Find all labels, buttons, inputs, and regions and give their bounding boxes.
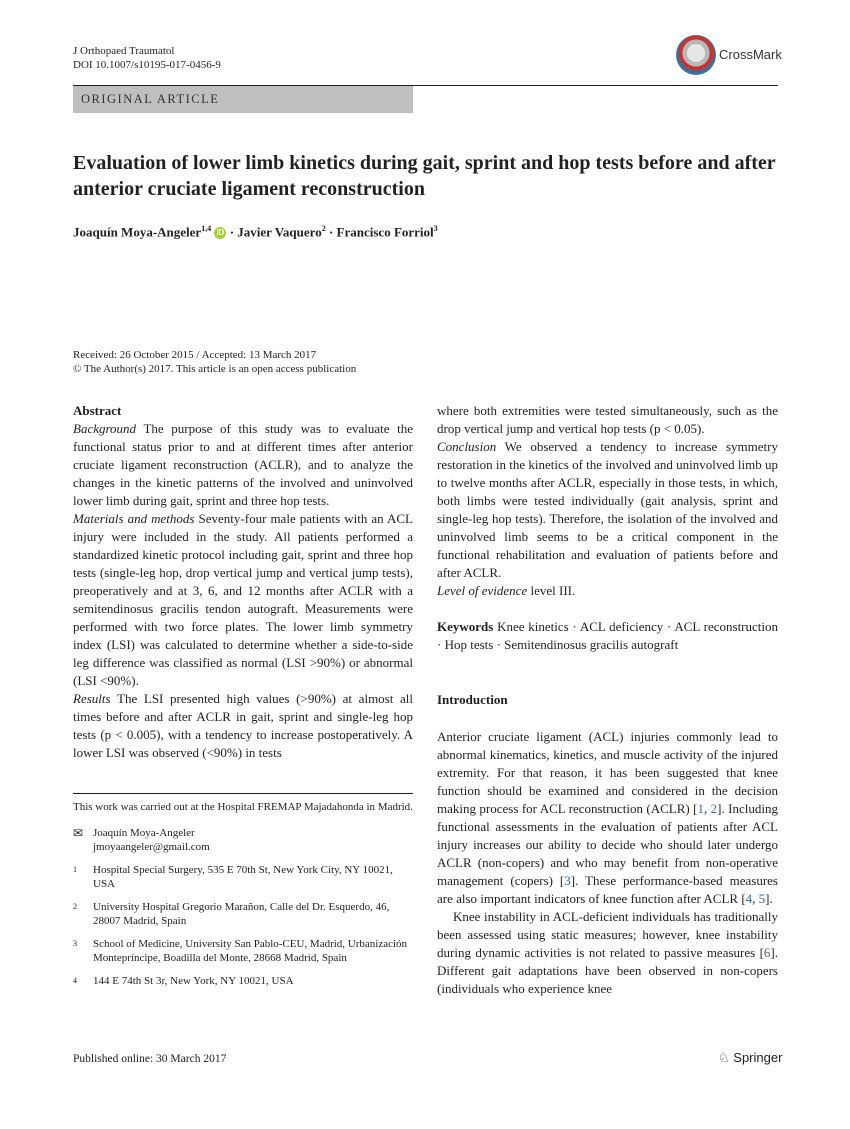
affiliation-number: 3: [73, 939, 77, 948]
author-list: [73, 224, 778, 240]
author-affiliation: 2: [321, 224, 326, 233]
affiliation-text: University Hospital Gregorio Marañon, Calle del Dr. Esquerdo, 46, 28007 Madrid, Spain: [93, 901, 390, 927]
abstract-evidence: [437, 582, 778, 600]
citation-link[interactable]: 1: [697, 801, 704, 816]
doi[interactable]: DOI 10.1007/s10195-017-0456-9: [73, 59, 221, 71]
affiliation: [73, 900, 413, 928]
corr-name: Joaquín Moya-Angeler: [93, 827, 195, 839]
affiliation: [73, 937, 413, 965]
corresponding-author: [73, 826, 413, 854]
abstract-conclusion: [437, 438, 778, 582]
intro-text: ].: [765, 891, 773, 906]
article-dates: [73, 348, 473, 376]
conclusion-text: We observed a tendency to increase symmetry restoration in the kinetics of the involved and uninvolved limb up to twelve months after ACLR, especially in those tests, in which, both limbs were tested individually (gait analysis, sprint and single-leg hop tests). Therefore, the isolation of the involved and uninvolved limb seems to be a critical component in the functional rehabilitation and evaluation of patients before and after ACLR.: [437, 439, 778, 580]
author-separator: ·: [226, 224, 238, 240]
affiliation-text: School of Medicine, University San Pablo-CEU, Madrid, Urbanización Montepríncipe, Boadilla del Monte, 28668 Madrid, Spain: [93, 938, 408, 964]
license-note: © The Author(s) 2017. This article is an open access publication: [73, 363, 357, 375]
journal-header: [73, 44, 221, 72]
affiliation-text: Hospital Special Surgery, 535 E 70th St, New York City, NY 10021, USA: [93, 864, 393, 890]
citation-link[interactable]: 3: [564, 873, 571, 888]
background-text: The purpose of this study was to evaluate the functional status prior to and at different times after anterior cruciate ligament reconstruction (ACLR), and to analyze the changes in the kinetic patterns of the involved and uninvolved lower limb during gait, sprint and three hop tests.: [73, 421, 414, 508]
orcid-icon[interactable]: iD: [216, 228, 225, 238]
abstract-results: [73, 690, 413, 762]
right-column: [437, 402, 778, 998]
evidence-label: Level of evidence: [437, 583, 528, 598]
keywords: [437, 618, 778, 654]
conclusion-label: Conclusion: [437, 439, 497, 454]
work-note: This work was carried out at the Hospital FREMAP Majadahonda in Madrid.: [73, 801, 413, 813]
intro-text: Anterior cruciate ligament (ACL) injuries commonly lead to abnormal kinematics, kinetics, and muscle activity of the injured extremity. For that reason, it has been suggested that knee function should be examined and considered in the decision making process for ACL reconstruction (ACLR) [: [437, 729, 778, 816]
footnote-rule: [73, 793, 413, 794]
abstract-methods: [73, 510, 413, 690]
introduction-heading: Introduction: [437, 692, 508, 707]
published-date: Published online: 30 March 2017: [73, 1053, 227, 1065]
abstract-results-cont: where both extremities were tested simultaneously, such as the drop vertical jump and vertical hop tests (p < 0.05).: [437, 403, 778, 436]
corr-email[interactable]: jmoyaangeler@gmail.com: [93, 841, 210, 853]
author-affiliation: 3: [433, 224, 438, 233]
results-label: Results: [73, 691, 111, 706]
affiliation-number: 1: [73, 865, 77, 874]
footnotes: [73, 800, 413, 988]
intro-text: ]. Different gait adaptations have been observed in non-copers (individuals who experience knee: [437, 945, 778, 996]
keywords-label: Keywords: [437, 619, 494, 634]
intro-text: Knee instability in ACL-deficient individuals has traditionally been assessed using static measures; however, knee instability during dynamic activities is not related to passive measures [: [437, 909, 778, 960]
affiliation: [73, 974, 413, 988]
author-name[interactable]: Francisco Forriol: [336, 224, 434, 240]
envelope-icon: ✉: [73, 826, 84, 840]
methods-text: Seventy-four male patients with an ACL injury were included in the study. All patients performed a standardized kinetic protocol including gait, sprint and three hop tests (single-leg hop, drop vertical jump and vertical jump tests), preoperatively and at 3, 6, and 12 months after ACLR with a semitendinosus gracilis tendon autograft. Measurements were performed with two force plates. The lower limb symmetry index (LSI) was calculated to determine whether a side-to-side leg difference was classified as normal (LSI >90%) or abnormal (LSI <90%).: [73, 511, 413, 688]
results-text: The LSI presented high values (>90%) at almost all times before and after ACLR in gait, sprint and single-leg hop tests (p < 0.005), with a tendency to increase postoperatively. A lower LSI was observed (<90%) in tests: [73, 691, 414, 760]
crossmark-icon: [676, 35, 716, 75]
article-type-banner: [73, 86, 413, 113]
crossmark-badge[interactable]: [676, 35, 782, 75]
keywords-text: Knee kinetics · ACL deficiency · ACL reconstruction · Hop tests · Semitendinosus gracilis autograft: [437, 619, 779, 652]
citation-link[interactable]: 5: [758, 891, 766, 906]
intro-paragraph: Anterior cruciate ligament (ACL) injuries commonly lead to abnormal kinematics, kinetics, and muscle activity of the injured extremity. For that reason, it has been suggested that knee function should be examined and considered in the decision making process for ACL reconstruction (ACLR) [1, 2]. Including functional assessments in the evaluation of patients after ACL injury increases our ability to decide who should later undergo ACLR (non-copers) and who may benefit from non-operative management (copers) [3]. These performance-based measures are also important indicators of knee function after ACLR [4, 5].: [437, 729, 778, 906]
affiliation-number: 2: [73, 902, 77, 911]
article-type: ORIGINAL ARTICLE: [81, 92, 220, 106]
publisher-name: Springer: [733, 1050, 783, 1065]
intro-paragraph: [437, 908, 778, 998]
evidence-text: level III.: [530, 583, 576, 598]
publisher-logo[interactable]: [718, 1050, 782, 1066]
citation-link[interactable]: 4: [745, 891, 753, 906]
abstract-heading: Abstract: [73, 403, 122, 418]
author-name[interactable]: Javier Vaquero: [237, 224, 322, 240]
affiliation: [73, 863, 413, 891]
methods-label: Materials and methods: [73, 511, 195, 526]
author-affiliation: 1,4: [201, 224, 212, 233]
author-separator: ·: [325, 224, 337, 240]
crossmark-label: CrossMark: [719, 47, 782, 62]
citation-link[interactable]: 2: [710, 801, 718, 816]
affiliation-text: 144 E 74th St 3r, New York, NY 10021, USA: [93, 975, 294, 987]
background-label: Background: [73, 421, 137, 436]
springer-horse-icon: ♘: [718, 1050, 730, 1065]
citation-link[interactable]: 6: [763, 945, 771, 960]
author-name[interactable]: Joaquín Moya-Angeler: [73, 224, 202, 240]
intro-text: ]. These performance-based measures are also important indicators of knee function after ACLR [: [437, 873, 778, 906]
affiliation-number: 4: [73, 976, 77, 985]
intro-text: ]. Including functional assessments in the evaluation of patients after ACL injury increases our ability to decide who should later undergo ACLR (non-copers) and who may benefit from non-operative management (copers) [: [437, 801, 778, 888]
journal-name: J Orthopaed Traumatol: [73, 45, 175, 57]
abstract-background: [73, 420, 413, 510]
left-column: [73, 402, 413, 762]
received-accepted: Received: 26 October 2015 / Accepted: 13 March 2017: [73, 349, 317, 361]
article-title: Evaluation of lower limb kinetics during gait, sprint and hop tests before and after anterior cruciate ligament reconstruction: [73, 152, 776, 200]
